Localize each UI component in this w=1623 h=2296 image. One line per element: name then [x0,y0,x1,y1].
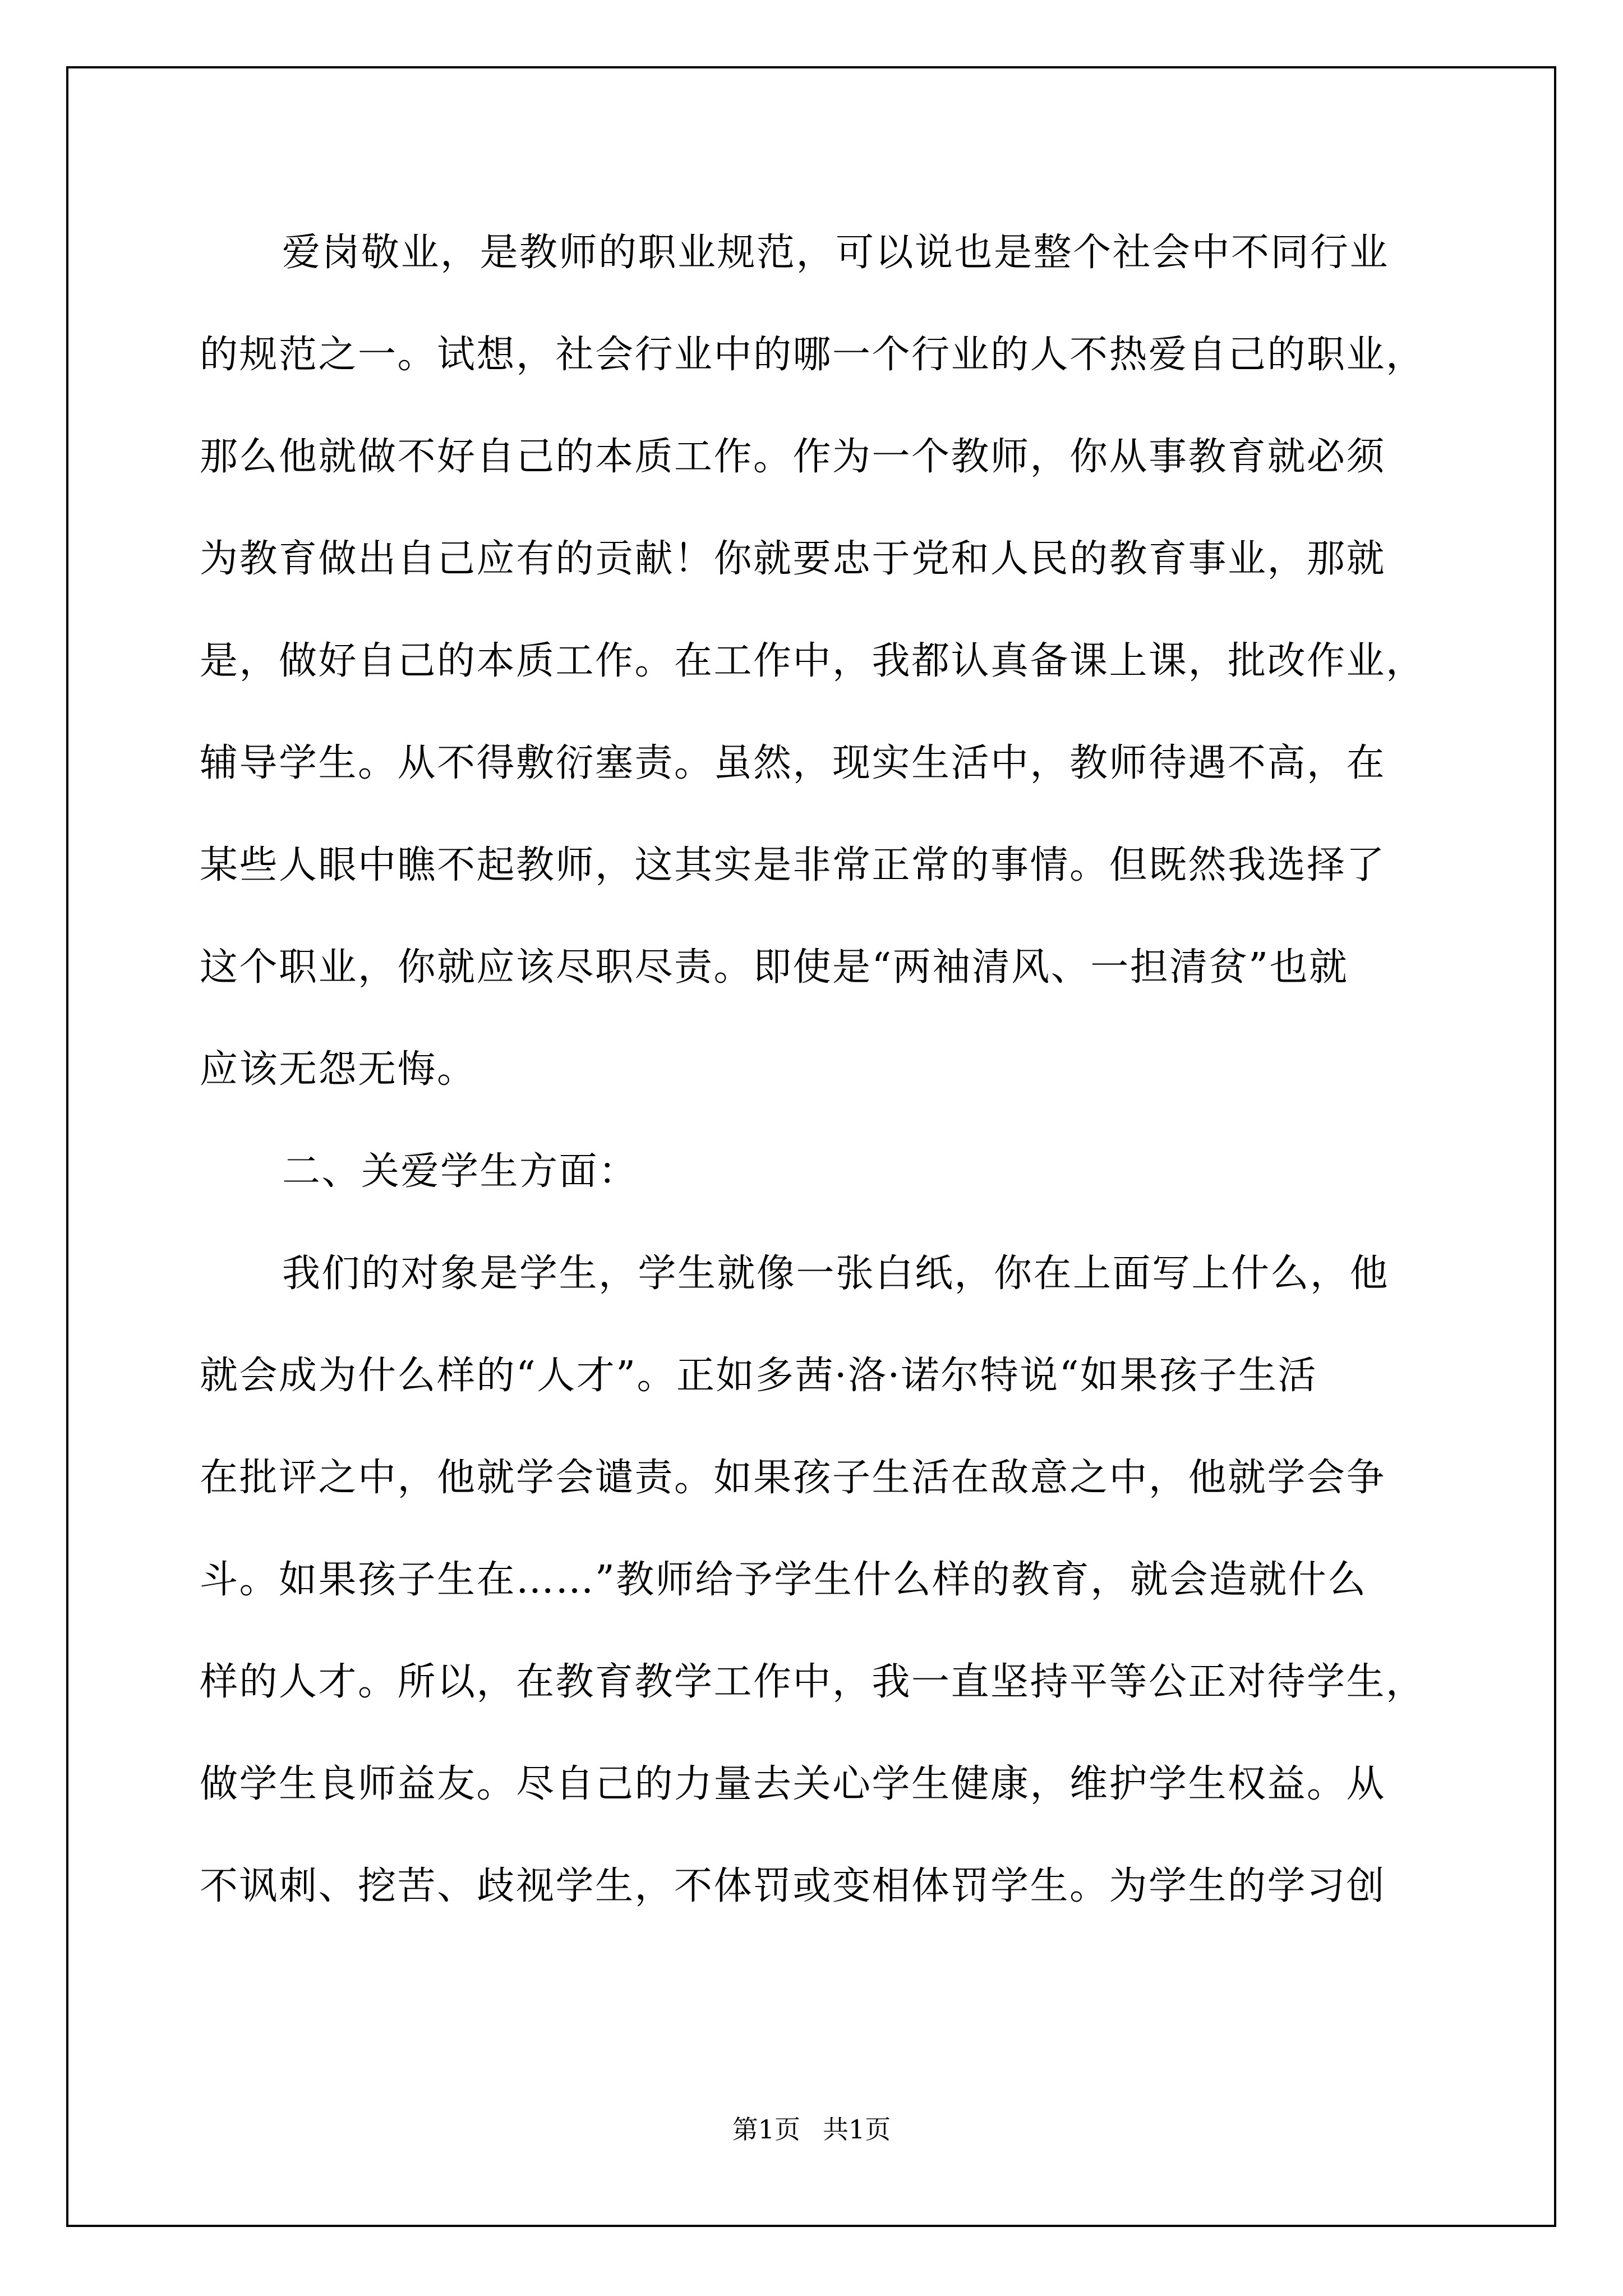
text-line: 样的人才。所以，在教育教学工作中，我一直坚持平等公正对待学生， [200,1660,1426,1704]
text-line: 在批评之中，他就学会谴责。如果孩子生活在敌意之中，他就学会争 [200,1456,1386,1500]
text-line: 某些人眼中瞧不起教师，这其实是非常正常的事情。但既然我选择了 [200,843,1386,887]
text-line: 二、关爱学生方面： [282,1149,638,1194]
text-line: 为教育做出自己应有的贡献！你就要忠于党和人民的教育事业，那就 [200,537,1386,581]
text-line: 爱岗敬业，是教师的职业规范，可以说也是整个社会中不同行业 [282,231,1390,275]
text-line: 这个职业，你就应该尽职尽责。即使是“两袖清风、一担清贫”也就 [200,945,1349,990]
text-line: 就会成为什么样的“人才”。正如多茜·洛·诺尔特说“如果孩子生活 [200,1354,1318,1398]
text-line: 斗。如果孩子生在……”教师给予学生什么样的教育，就会造就什么 [200,1558,1367,1602]
text-line: 那么他就做不好自己的本质工作。作为一个教师，你从事教育就必须 [200,435,1386,479]
text-line: 不讽刺、挖苦、歧视学生，不体罚或变相体罚学生。为学生的学习创 [200,1864,1386,1908]
text-line: 应该无怨无悔。 [200,1047,477,1092]
text-line: 是，做好自己的本质工作。在工作中，我都认真备课上课，批改作业， [200,639,1426,683]
text-line: 辅导学生。从不得敷衍塞责。虽然，现实生活中，教师待遇不高，在 [200,741,1386,785]
page-number-current: 第1页 [732,2114,800,2145]
page-footer [0,2109,1623,2146]
document-body [200,202,1433,1938]
text-line: 做学生良师益友。尽自己的力量去关心学生健康，维护学生权益。从 [200,1762,1386,1806]
page-number-total: 共1页 [823,2114,891,2145]
text-line: 的规范之一。试想，社会行业中的哪一个行业的人不热爱自己的职业， [200,333,1426,377]
text-line: 我们的对象是学生，学生就像一张白纸，你在上面写上什么，他 [282,1251,1390,1296]
